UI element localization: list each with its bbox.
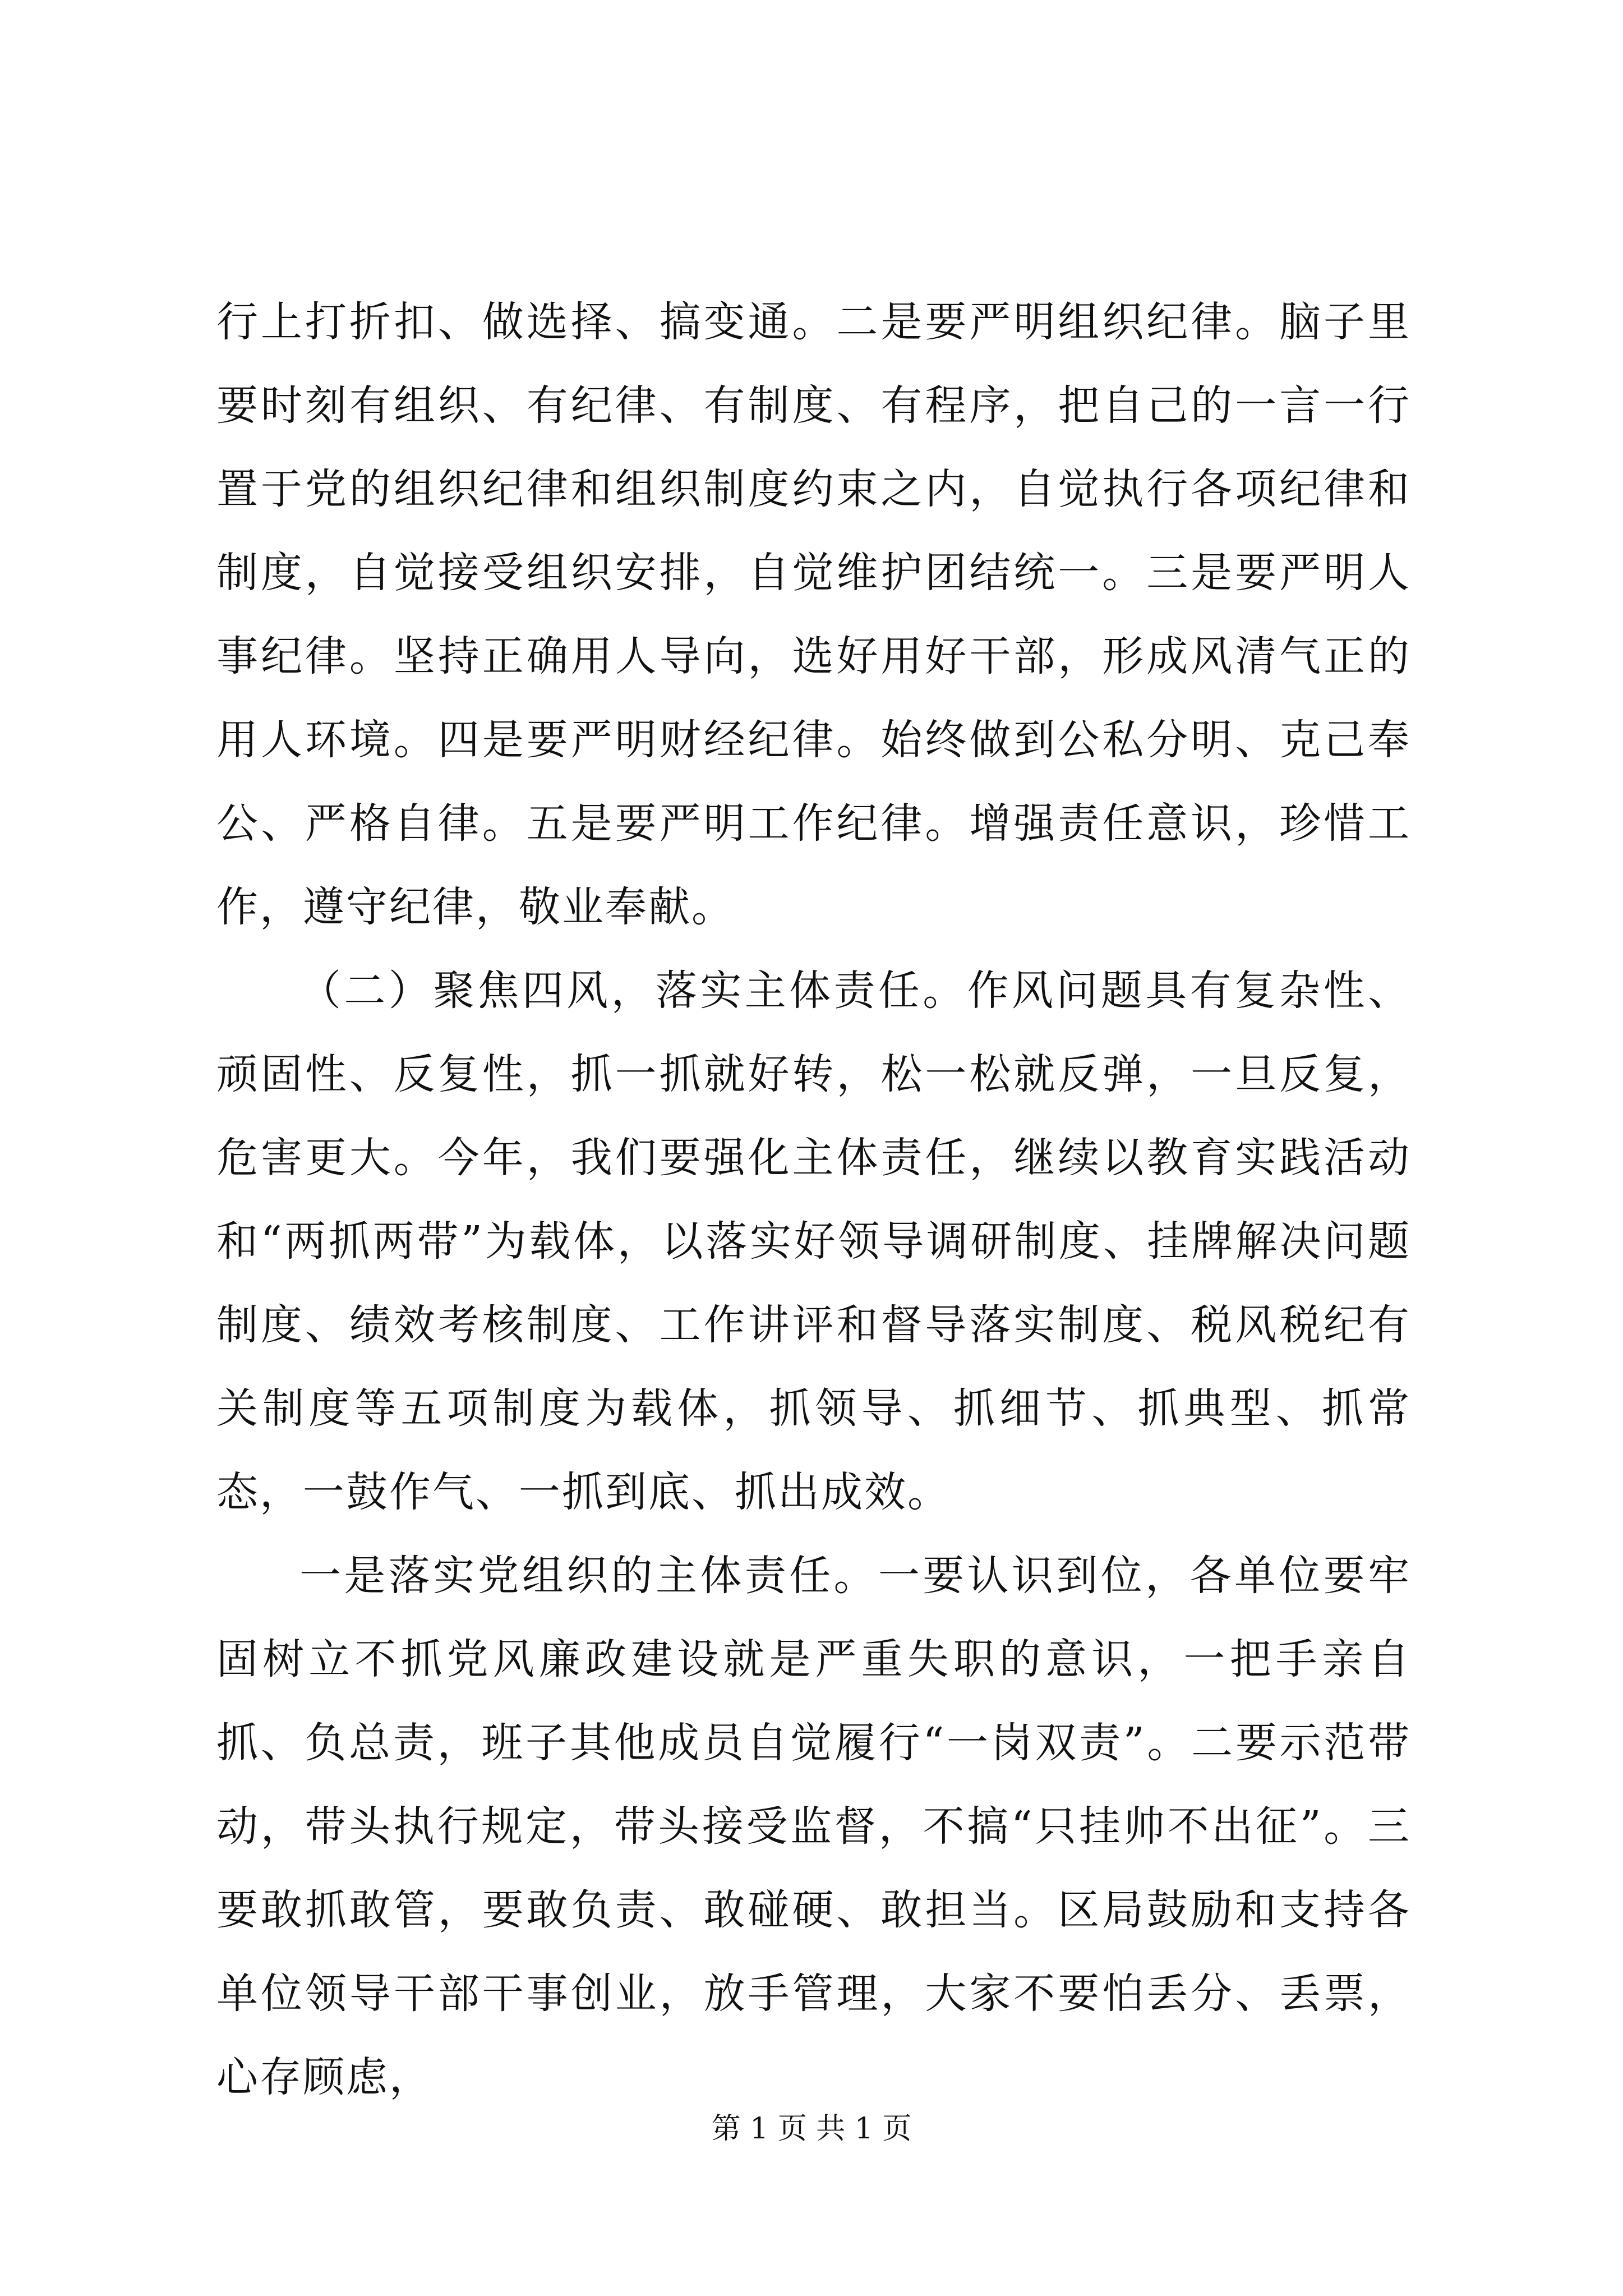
paragraph-four-styles: （二）聚焦四风，落实主体责任。作风问题具有复杂性、顽固性、反复性，抓一抓就好转，松一松就反弹，一旦反复，危害更大。今年，我们要强化主体责任，继续以教育实践活动和“两抓两带”为载体，以落实好领导调研制度、挂牌解决问题制度、绩效考核制度、工作讲评和督导落实制度、税风税纪有关制度等五项制度为载体，抓领导、抓细节、抓典型、抓常态，一鼓作气、一抓到底、抓出成效。 — [216, 967, 1411, 1516]
page-footer: 第 1 页 共 1 页 — [711, 2112, 912, 2146]
paragraph-party-responsibility: 一是落实党组织的主体责任。一要认识到位，各单位要牢固树立不抓党风廉政建设就是严重失职的意识，一把手亲自抓、负总责，班子其他成员自觉履行“一岗双责”。二要示范带动，带头执行规定，带头接受监督，不搞“只挂帅不出征”。三要敢抓敢管，要敢负责、敢碰硬、敢担当。区局鼓励和支持各单位领导干部干事创业，放手管理，大家不要怕丢分、丢票，心存顾虑， — [216, 1552, 1411, 2101]
paragraph-discipline: 行上打折扣、做选择、搞变通。二是要严明组织纪律。脑子里要时刻有组织、有纪律、有制度、有程序，把自己的一言一行置于党的组织纪律和组织制度约束之内，自觉执行各项纪律和制度，自觉接受组织安排，自觉维护团结统一。三是要严明人事纪律。坚持正确用人导向，选好用好干部，形成风清气正的用人环境。四是要严明财经纪律。始终做到公私分明、克己奉公、严格自律。五是要严明工作纪律。增强责任意识，珍惜工作，遵守纪律，敬业奉献。 — [216, 298, 1411, 931]
body-text — [216, 280, 1411, 2119]
